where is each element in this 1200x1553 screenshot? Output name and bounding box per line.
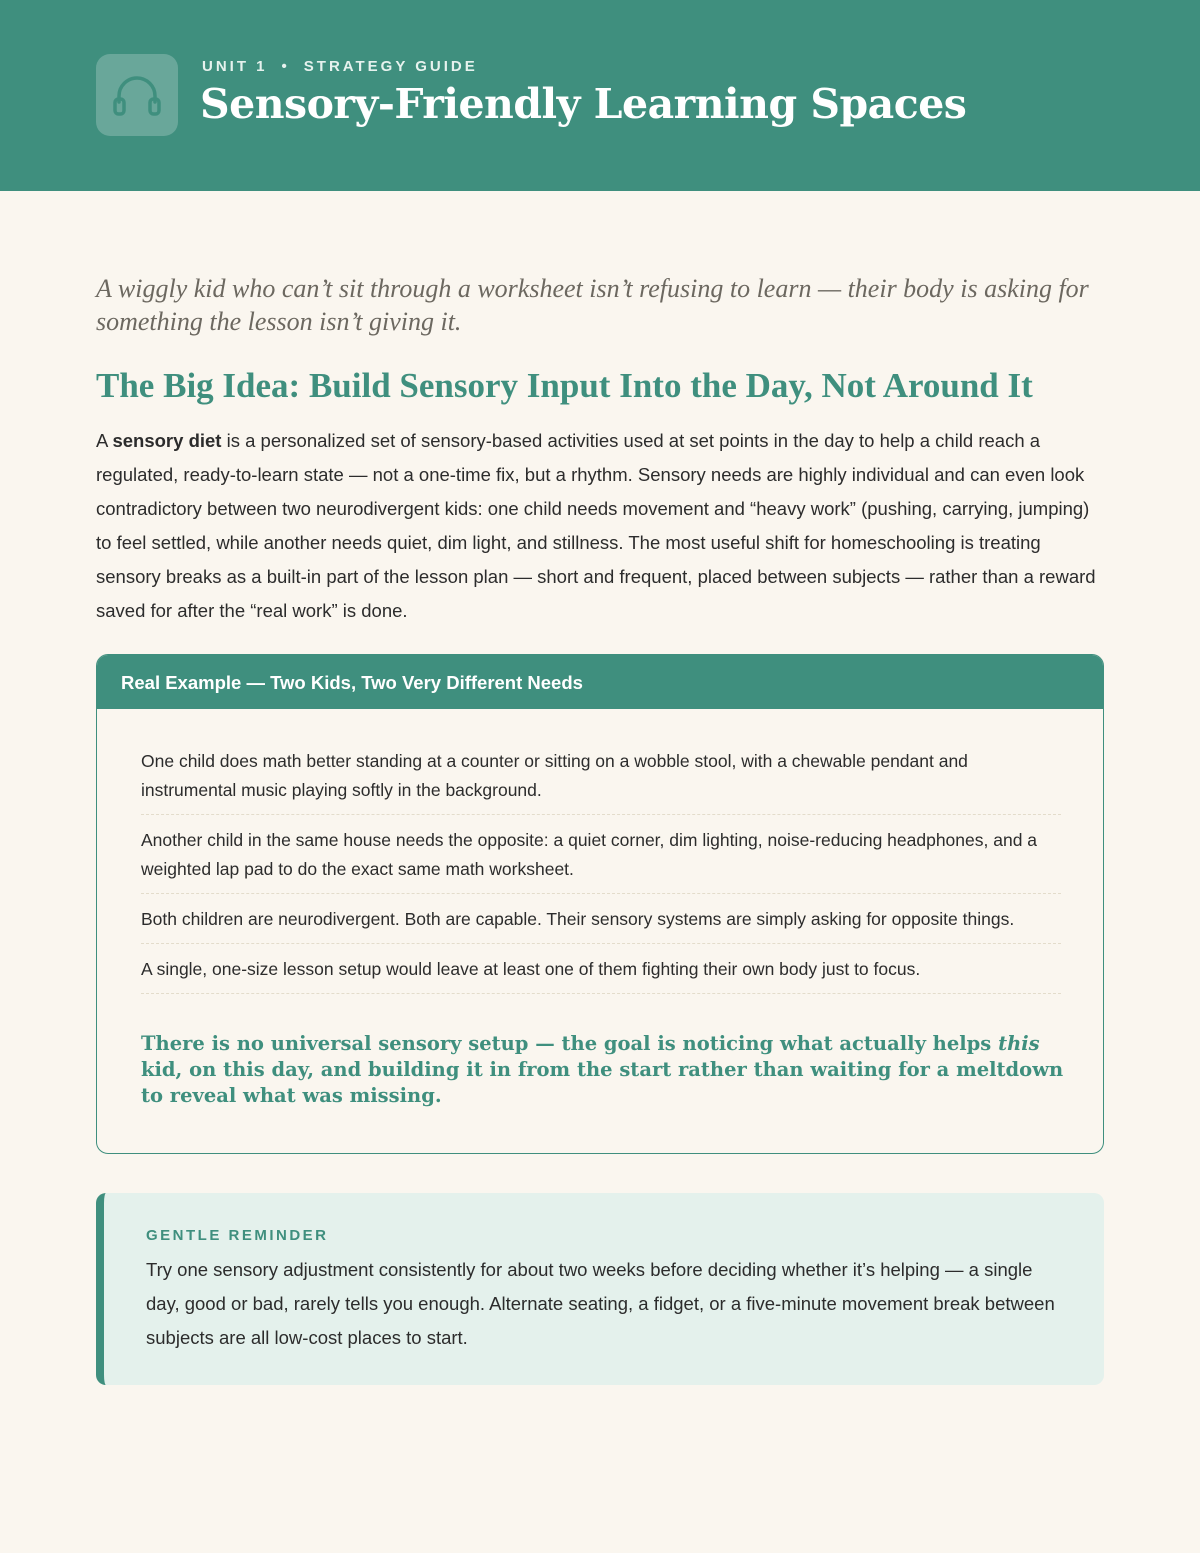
headphones-icon: [112, 72, 162, 118]
section-body: [96, 424, 1106, 628]
list-item: Both children are neurodivergent. Both are capable. Their sensory systems are simply asking for opposite things.: [141, 905, 1061, 944]
section-heading: The Big Idea: Build Sensory Input Into the Day, Not Around It: [96, 366, 1033, 405]
unit-label: UNIT 1: [202, 58, 268, 75]
takeaway-italic: this: [998, 1032, 1040, 1055]
page-title: Sensory-Friendly Learning Spaces: [200, 80, 967, 128]
headphones-icon-tile: [96, 54, 178, 136]
reminder-label: GENTLE REMINDER: [146, 1227, 329, 1244]
body-rest: is a personalized set of sensory-based activities used at set points in the day to help a child reach a regulated, ready-to-learn state — not a one-time fix, but a rhythm. Sensory needs are highly individual and can even look contradictory between two neurodivergent kids: one child needs movement and “heavy work” (pushing, carrying, jumping) to feel settled, while another needs quiet, dim light, and stillness. The most useful shift for homeschooling is treating sensory breaks as a built-in part of the lesson plan — short and frequent, placed between subjects — rather than a reward saved for after the “real work” is done.: [96, 430, 1096, 621]
reminder-callout: [96, 1193, 1104, 1385]
body-prefix: A: [96, 430, 113, 451]
example-takeaway: [141, 1031, 1071, 1109]
example-card-title: Real Example — Two Kids, Two Very Different Needs: [97, 655, 1103, 709]
body-term: sensory diet: [112, 430, 222, 451]
takeaway-before: There is no universal sensory setup — the goal is noticing what actually helps: [141, 1032, 999, 1055]
list-item: A single, one-size lesson setup would leave at least one of them fighting their own body just to focus.: [141, 955, 1061, 994]
takeaway-after: kid, on this day, and building it in from the start rather than waiting for a meltdown to reveal what was missing.: [141, 1058, 1064, 1107]
lede-quote: A wiggly kid who can’t sit through a worksheet isn’t refusing to learn — their body is asking for something the lesson isn’t giving it.: [96, 274, 1089, 336]
reminder-text: Try one sensory adjustment consistently for about two weeks before deciding whether it’s helping — a single day, good or bad, rarely tells you enough. Alternate seating, a fidget, or a five-minute movement break between subjects are all low-cost places to start.: [146, 1259, 1055, 1348]
page-header: [0, 0, 1200, 191]
header-eyebrow: [202, 58, 478, 75]
example-list: [141, 747, 1061, 1005]
example-card: [96, 654, 1104, 1154]
list-item: One child does math better standing at a counter or sitting on a wobble stool, with a chewable pendant and instrumental music playing softly in the background.: [141, 747, 1061, 815]
eyebrow-separator: •: [281, 58, 290, 75]
guide-label: STRATEGY GUIDE: [303, 58, 478, 75]
list-item: Another child in the same house needs the opposite: a quiet corner, dim lighting, noise-reducing headphones, and a weighted lap pad to do the exact same math worksheet.: [141, 826, 1061, 894]
